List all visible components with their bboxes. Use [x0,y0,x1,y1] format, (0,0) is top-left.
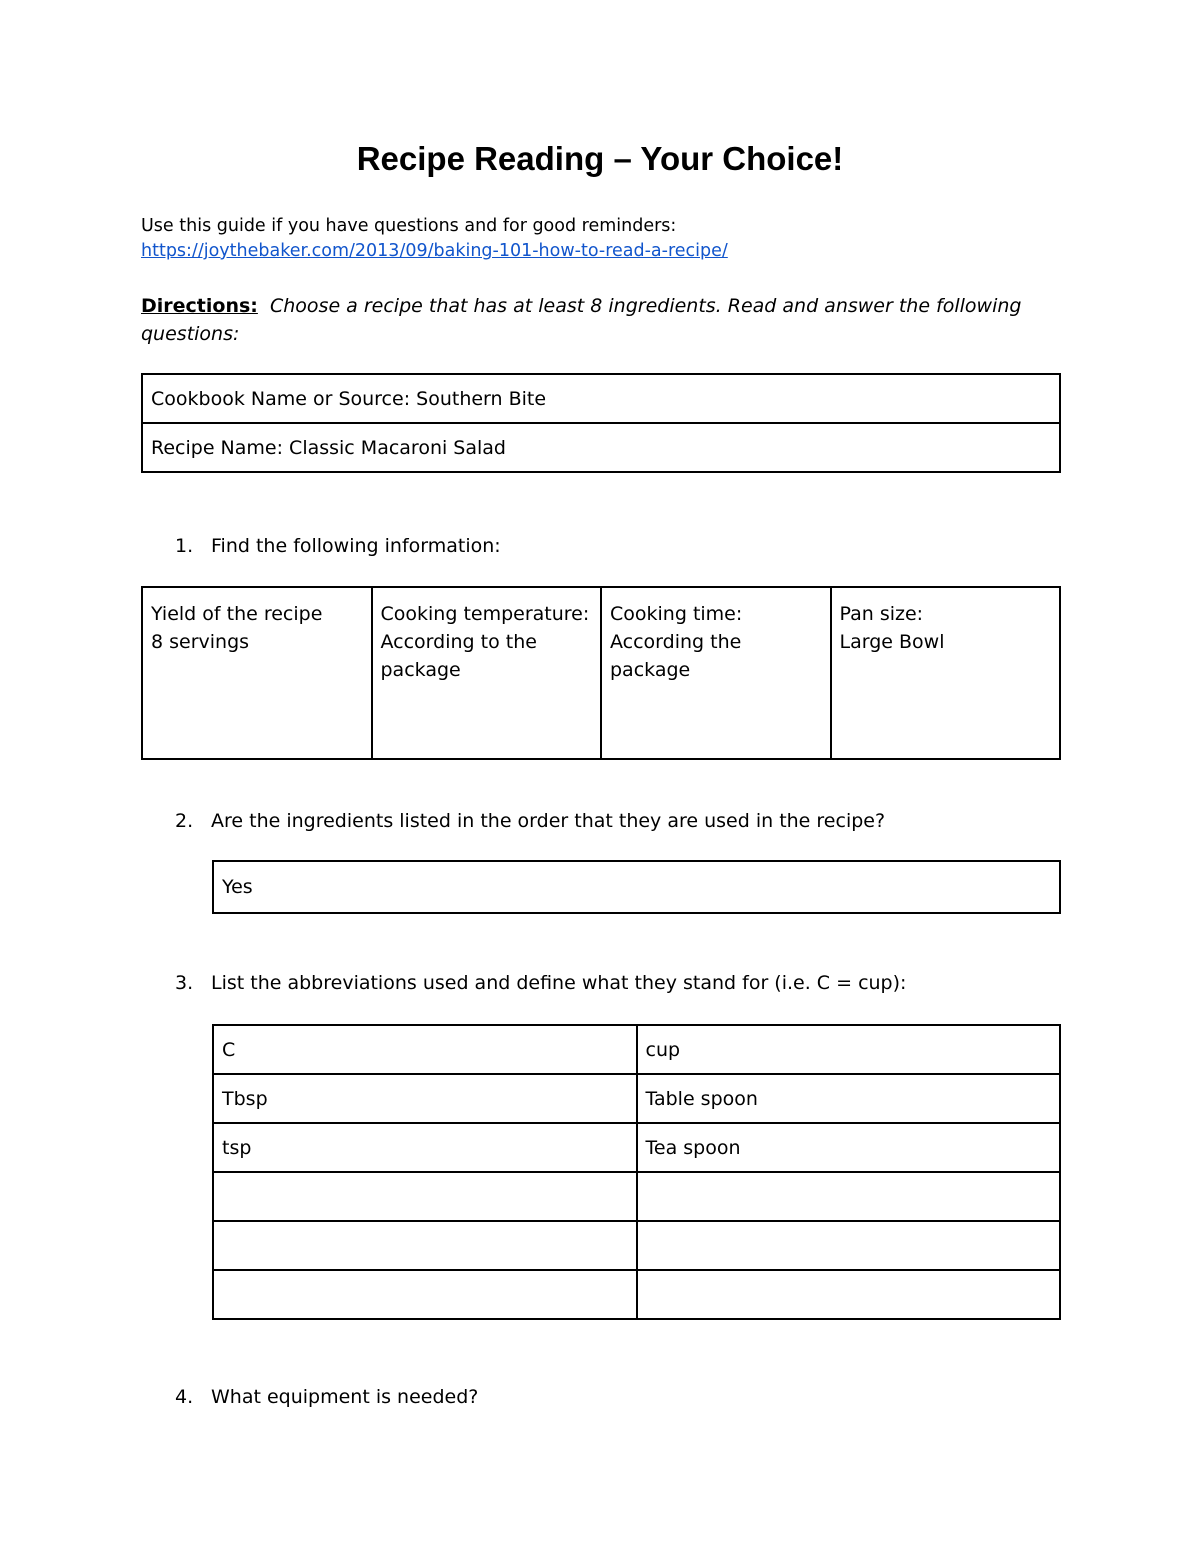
meaning-cell[interactable] [637,1221,1061,1270]
page-title: Recipe Reading – Your Choice! [356,140,844,177]
table-row [213,1221,1060,1270]
cooking-temperature-cell[interactable] [372,587,602,759]
question-number: 1. [175,535,194,557]
cooking-time-cell[interactable] [601,587,831,759]
cooking-temperature-value: According to the package [380,631,537,681]
question-1 [175,532,501,560]
recipe-details-table [141,586,1061,760]
question-4 [175,1383,478,1411]
meaning-cell[interactable] [637,1172,1061,1221]
directions [141,292,1041,348]
abbr-cell[interactable] [213,1270,637,1319]
meaning-cell[interactable]: Table spoon [637,1074,1061,1123]
meaning-cell[interactable]: Tea spoon [637,1123,1061,1172]
cooking-time-value: According the package [610,631,742,681]
table-row [213,1025,1060,1074]
pan-size-label: Pan size: [839,603,924,625]
table-row [213,1123,1060,1172]
table-row [213,1074,1060,1123]
meaning-cell[interactable] [637,1270,1061,1319]
abbr-cell[interactable]: C [213,1025,637,1074]
source-cell[interactable]: Cookbook Name or Source: Southern Bite [142,374,1060,423]
guide-text: Use this guide if you have questions and for good reminders: [141,216,677,236]
abbr-cell[interactable]: tsp [213,1123,637,1172]
recipe-name-cell[interactable]: Recipe Name: Classic Macaroni Salad [142,423,1060,472]
question-text: What equipment is needed? [211,1386,479,1408]
table-row [213,1270,1060,1319]
directions-label: Directions: [141,295,258,317]
yield-cell[interactable] [142,587,372,759]
abbr-cell[interactable] [213,1172,637,1221]
abbr-cell[interactable] [213,1221,637,1270]
meaning-cell[interactable]: cup [637,1025,1061,1074]
question-text: Find the following information: [211,535,501,557]
table-row [213,1172,1060,1221]
question-text: List the abbreviations used and define what they stand for (i.e. C = cup): [211,972,907,994]
recipe-info-table [141,373,1061,473]
question-number: 3. [175,972,194,994]
abbr-cell[interactable]: Tbsp [213,1074,637,1123]
question-text: Are the ingredients listed in the order that they are used in the recipe? [211,810,886,832]
question-2 [175,807,885,835]
yield-label: Yield of the recipe [151,603,323,625]
question-3 [175,969,906,997]
yield-value: 8 servings [151,631,250,653]
directions-text: Choose a recipe that has at least 8 ingredients. Read and answer the following questions: [141,295,1022,345]
pan-size-cell[interactable] [831,587,1061,759]
cooking-temperature-label: Cooking temperature: [380,603,590,625]
answer-table [212,860,1061,914]
abbreviations-table [212,1024,1061,1320]
cooking-time-label: Cooking time: [610,603,743,625]
answer-cell[interactable]: Yes [213,861,1060,913]
question-number: 4. [175,1386,194,1408]
pan-size-value: Large Bowl [839,631,945,653]
question-number: 2. [175,810,194,832]
guide-link[interactable]: https://joythebaker.com/2013/09/baking-101-how-to-read-a-recipe/ [141,241,728,261]
